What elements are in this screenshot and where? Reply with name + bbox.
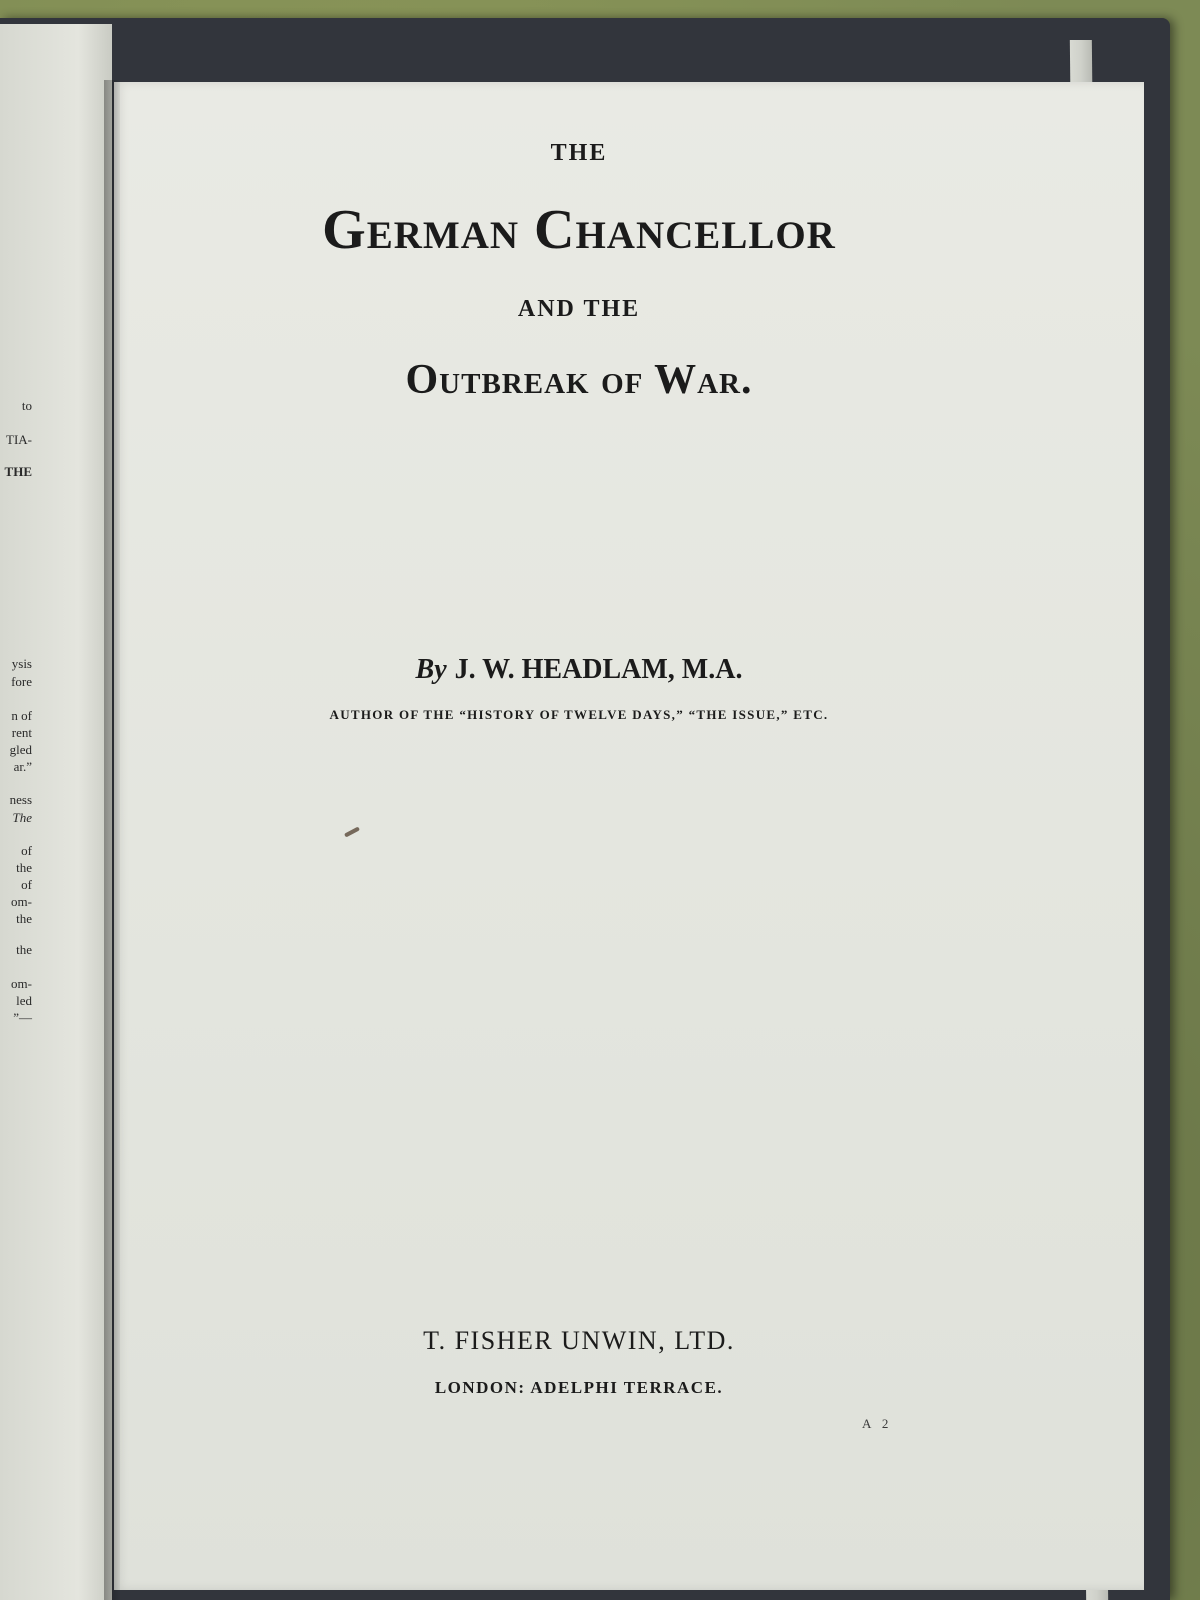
publisher-place: LONDON: ADELPHI TERRACE. bbox=[434, 1378, 724, 1397]
byline-author: J. W. HEADLAM, M.A. bbox=[454, 654, 743, 685]
title-line-the: THE bbox=[550, 140, 608, 166]
left-page-fragment: rent bbox=[11, 725, 32, 740]
publisher: T. FISHER UNWIN, LTD. bbox=[423, 1326, 735, 1355]
left-page-fragment: the bbox=[16, 911, 32, 926]
left-page-fragment: ness bbox=[9, 792, 32, 807]
left-page-fragment: led bbox=[16, 993, 32, 1008]
left-page-fragment: the bbox=[16, 942, 32, 957]
left-page-fragment: ar.” bbox=[13, 759, 32, 774]
left-page-fragment: om- bbox=[11, 894, 32, 909]
left-page bbox=[0, 24, 112, 1600]
title-main: German Chancellor bbox=[322, 199, 836, 261]
left-page-fragment: n of bbox=[11, 708, 32, 723]
title-line-war: Outbreak of War. bbox=[405, 357, 753, 403]
author-works: AUTHOR OF THE “HISTORY OF TWELVE DAYS,” “THE ISSUE,” ETC. bbox=[329, 707, 829, 722]
left-page-fragment: of bbox=[21, 843, 32, 858]
left-page-fragment: the bbox=[16, 860, 32, 875]
signature-mark: A 2 bbox=[862, 1416, 893, 1431]
left-page-fragment: THE bbox=[4, 464, 32, 479]
left-page-fragment: TIA- bbox=[6, 432, 32, 447]
byline-prefix: By bbox=[415, 654, 447, 685]
left-page-fragment: fore bbox=[11, 674, 32, 689]
left-page-fragment: gled bbox=[9, 742, 32, 757]
left-page-fragment: The bbox=[12, 810, 32, 825]
left-page-fragment: of bbox=[21, 877, 32, 892]
left-page-fragment: om- bbox=[11, 976, 32, 991]
byline bbox=[114, 654, 1044, 686]
left-page-fragment: ”— bbox=[13, 1010, 32, 1025]
left-page-fragment: to bbox=[21, 398, 32, 413]
left-page-fragment: ysis bbox=[11, 656, 32, 671]
title-line-and: AND THE bbox=[517, 296, 641, 322]
